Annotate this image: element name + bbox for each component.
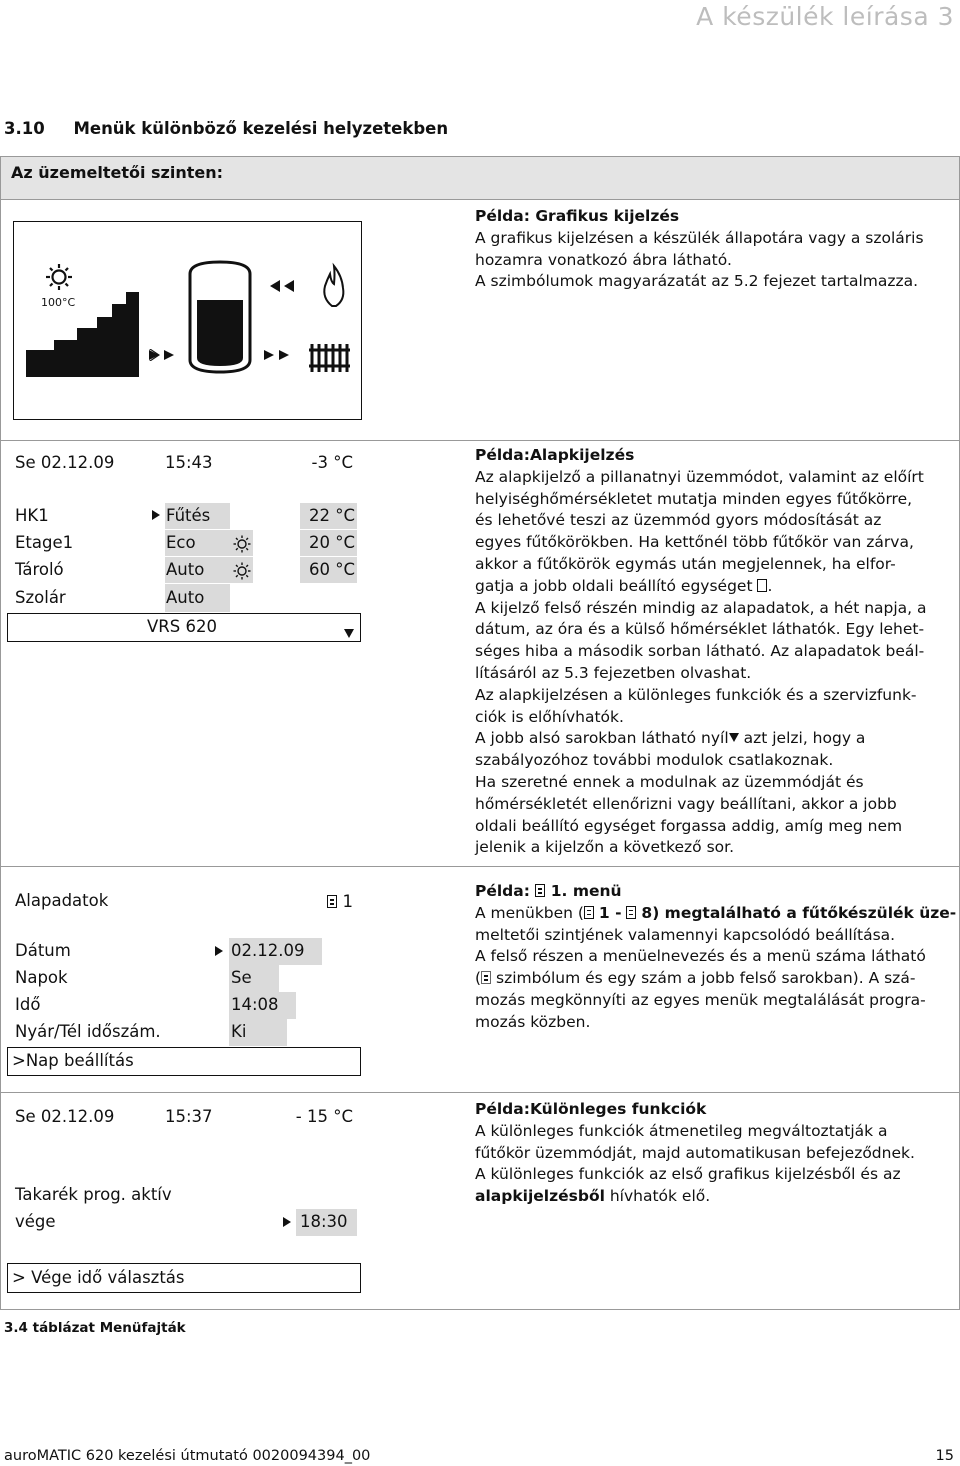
basic-desc-line: Ha szeretné ennek a modulnak az üzemmódját és [475,772,864,791]
selection-arrow-icon [215,946,223,956]
row-separator [1,440,959,441]
menu-row-name[interactable]: Dátum [15,941,71,960]
menu-desc-line: A felső részen a menüelnevezés és a menü száma látható [475,947,926,966]
basic-desc-line [475,728,957,750]
row-separator [1,1092,959,1093]
basic-desc-line: Az alapkijelzésen a különleges funkciók és a szervizfunk- [475,685,917,704]
special-description [475,1099,957,1208]
basic-desc-line: akkor a fűtőkörök egymás után megjelennek, ha elfor- [475,554,896,573]
basic-desc-line: hőmérsékletét ellenőrizni vagy beállítani, akkor a jobb [475,794,897,813]
menu-row-value[interactable]: Ki [231,1022,247,1041]
menu-icon [327,895,337,908]
graphic-desc-line: hozamra vonatkozó ábra látható. [475,250,732,269]
menu-row-value[interactable]: 14:08 [231,995,279,1014]
menu-desc-line: mozás megkönnyíti az egyes menük megtalálását progra- [475,990,926,1009]
basic-desc-line: szabályozóhoz további modulok csatlakoznak. [475,751,834,770]
selection-arrow-icon [152,510,160,520]
basic-time: 15:43 [165,453,213,472]
graphic-desc-heading: Példa: Grafikus kijelzés [475,207,680,225]
basic-desc-line: egyes fűtőkörökben. Ha kettőnél több fűtőkör van zárva, [475,533,914,552]
special-display-panel [13,1105,361,1295]
menu-desc-text: ( [475,969,482,988]
menu-display-panel [13,888,361,1078]
special-outside-temp: - 15 °C [295,1107,353,1126]
flame-icon [324,266,343,306]
basic-desc-line: jelenik a kijelzőn a következő sor. [475,838,735,857]
special-end-value[interactable]: 18:30 [300,1212,348,1231]
menu-desc-line [475,903,957,925]
special-footer-action[interactable]: > Vége idő választás [12,1268,185,1287]
special-desc-line: fűtőkör üzemmódját, majd automatikusan befejeződnek. [475,1143,915,1162]
menu-icon [626,906,636,919]
basic-desc-line: Az alapkijelző a pillanatnyi üzemmódot, valamint az előírt [475,467,924,486]
arrow-down-icon [729,733,739,742]
menu-number-indicator [327,892,353,911]
special-end-label[interactable]: vége [15,1212,56,1231]
module-name: VRS 620 [147,617,217,636]
menu-icon [584,906,594,919]
circuit-mode[interactable]: Fűtés [166,506,211,525]
circuit-name[interactable]: Szolár [15,588,66,607]
operator-level-bar [1,157,959,200]
return-arrows-icon [270,280,294,292]
basic-desc-heading: Példa:Alapkijelzés [475,446,635,464]
menu-desc-text: szimbólum és egy szám a jobb felső sarokban). A szá- [496,969,916,988]
menu-row-name[interactable]: Idő [15,995,41,1014]
menu-icon [481,971,491,984]
sun-icon [233,535,251,553]
special-desc-heading: Példa:Különleges funkciók [475,1100,707,1118]
graphic-desc-line: A szimbólumok magyarázatát az 5.2 fejezet tartalmazza. [475,272,919,291]
circuit-mode[interactable]: Auto [166,588,205,607]
special-desc-line [475,1186,957,1208]
circuit-name[interactable]: HK1 [15,506,49,525]
menu-footer-action[interactable]: >Nap beállítás [12,1051,134,1070]
menu-desc-heading [475,881,957,903]
basic-desc-text: gatja a jobb oldali beállító egységet [475,576,753,595]
footer-page-number: 15 [935,1448,954,1464]
basic-desc-line: séges hiba a második sorban látható. Az alapadatok beál- [475,642,925,661]
storage-tank-icon [190,262,250,372]
selection-arrow-icon [283,1217,291,1227]
menu-desc-line: mozás közben. [475,1012,591,1031]
basic-desc-text: A jobb alsó sarokban látható nyíl [475,729,729,748]
basic-footer-box [7,613,361,642]
radiator-icon [309,344,350,372]
menu-row-name[interactable]: Nyár/Tél időszám. [15,1022,161,1041]
section-number: 3.10 [4,119,45,138]
circuit-mode[interactable]: Eco [166,533,196,552]
menu-row-name[interactable]: Napok [15,968,68,987]
circuit-name[interactable]: Etage1 [15,533,74,552]
section-title-text: Menük különböző kezelési helyzetekben [73,119,449,138]
special-date: Se 02.12.09 [15,1107,115,1126]
circuit-name[interactable]: Tároló [15,560,64,579]
special-status: Takarék prog. aktív [15,1185,172,1204]
row-separator [1,866,959,867]
menu-desc-range-start: 1 - [598,903,622,922]
chapter-header: A készülék leírása 3 [696,2,954,31]
graphic-display-panel [13,221,362,420]
basic-desc-line: A kijelző felső részén mindig az alapadatok, a hét napja, a [475,598,927,617]
menu-desc-heading-prefix: Példa: [475,882,530,900]
basic-desc-line: dátum, az óra és a külső hőmérséklet láthatók. Egy lehet- [475,620,925,639]
menu-row-value[interactable]: Se [231,968,252,987]
operator-level-label: Az üzemeltetői szinten: [11,163,224,182]
footer-doc-title: auroMATIC 620 kezelési útmutató 0020094394_00 [4,1448,371,1464]
basic-desc-line: ciók is előhívhatók. [475,707,624,726]
table-caption: 3.4 táblázat Menüfajták [4,1320,186,1336]
menu-desc-line [475,968,957,990]
menu-desc-line: meltetői szintjének valamennyi kapcsolódó beállítása. [475,925,896,944]
graphic-display-illustration [14,222,360,418]
temp-label: 100°C [41,296,76,309]
menu-title: Alapadatok [15,891,109,910]
special-desc-bold: alapkijelzésből [475,1187,605,1206]
basic-description [475,445,957,859]
sun-icon [233,562,251,580]
basic-desc-text: azt jelzi, hogy a [738,729,866,748]
basic-desc-line: oldali beállító egységet forgassa addig, amíg meg nem [475,816,903,835]
basic-desc-line: helyiséghőmérsékletet mutatja minden egyes fűtőkörre, [475,489,913,508]
special-desc-text: hívhatók elő. [604,1187,711,1206]
basic-desc-line: és lehetővé teszi az üzemmód gyors módosítását az [475,511,882,530]
graphic-desc-line: A grafikus kijelzésen a készülék állapotára vagy a szoláris [475,228,924,247]
menu-number: 1 [342,892,353,911]
menu-icon [535,884,545,897]
basic-date: Se 02.12.09 [15,453,115,472]
special-time: 15:37 [165,1107,213,1126]
basic-desc-line: lításáról az 5.3 fejezetben olvashat. [475,663,752,682]
menu-row-value[interactable]: 02.12.09 [231,941,305,960]
graphic-description [475,206,957,293]
menu-footer-box [7,1047,361,1076]
basic-display-panel [13,450,361,642]
circuit-mode[interactable]: Auto [166,560,205,579]
special-desc-line: A különleges funkciók az első grafikus kijelzésből és az [475,1165,901,1184]
basic-outside-temp: -3 °C [311,453,353,472]
menu-desc-text: A menükben ( [475,903,584,922]
special-footer-box [7,1263,361,1293]
circuit-temp[interactable]: 22 °C [308,506,355,525]
circuit-temp[interactable]: 20 °C [308,533,355,552]
menu-description [475,881,957,1034]
special-desc-line: A különleges funkciók átmenetileg megváltoztatják a [475,1121,888,1140]
sun-icon [46,264,72,290]
section-title [4,119,448,138]
menu-desc-range-end: 8) megtalálható a fűtőkészülék üze- [641,903,957,922]
menu-desc-heading-suffix: 1. menü [550,882,622,900]
arrow-down-icon [344,629,354,638]
circuit-temp[interactable]: 60 °C [308,560,355,579]
knob-icon [757,579,767,592]
basic-desc-line: gatja a jobb oldali beállító egységet . [475,576,773,595]
